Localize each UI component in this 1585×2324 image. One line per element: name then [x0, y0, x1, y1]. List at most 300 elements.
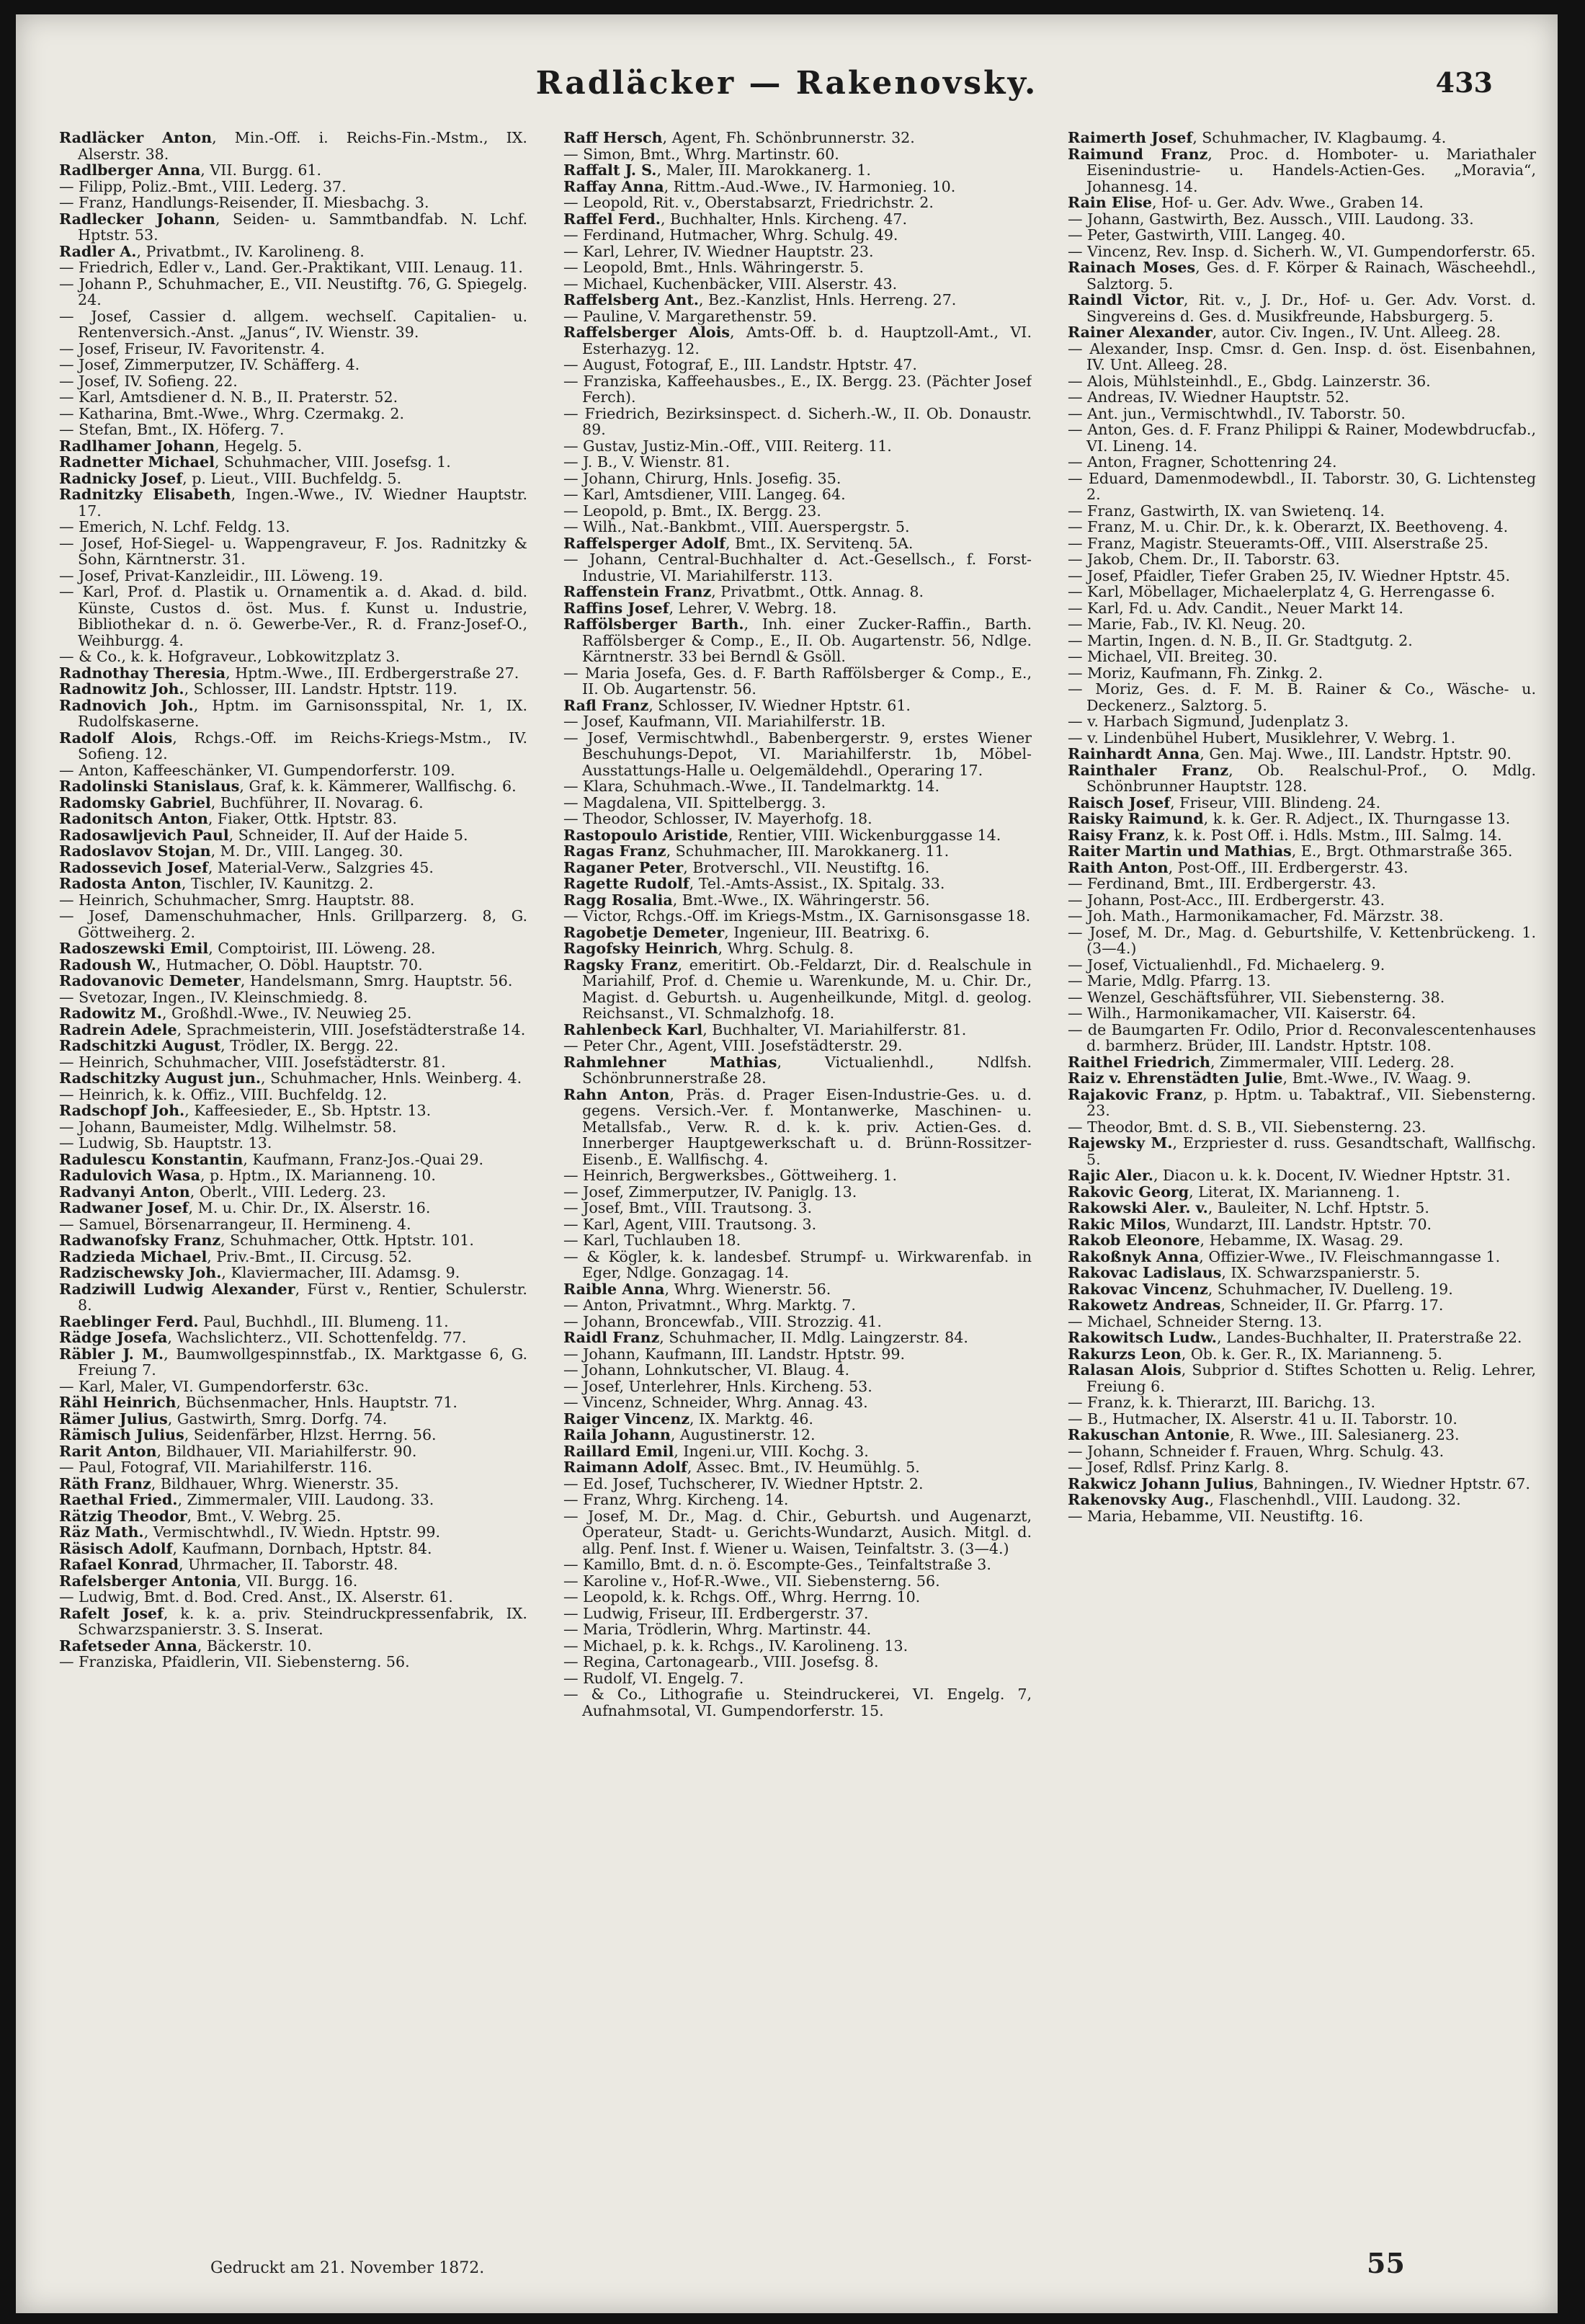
directory-entry [59, 1038, 527, 1054]
entry-text: , Fiaker, Ottk. Hptstr. 83. [207, 810, 398, 827]
entry-name: Räbler J. M. [59, 1345, 164, 1363]
directory-entry [1068, 957, 1536, 974]
directory-entry [563, 1654, 1032, 1670]
entry-text: — Vincenz, Schneider, Whrg. Annag. 43. [563, 1394, 868, 1411]
directory-entry [563, 324, 1032, 357]
entry-name: Räsisch Adolf [59, 1539, 173, 1557]
directory-entry [59, 1443, 527, 1460]
entry-name: Raillard Emil [563, 1442, 674, 1460]
entry-text: , Hptm. im Garnisonsspital, Nr. 1, IX. Rudolfskaserne. [78, 696, 527, 730]
entry-text: , Schneider, II. Auf der Haide 5. [228, 826, 468, 844]
entry-text: — Franz, Whrg. Kircheng. 14. [563, 1491, 789, 1508]
entry-name: Radovanovic Demeter [59, 972, 241, 989]
directory-entry [1068, 1411, 1536, 1428]
entry-name: Radziwill Ludwig Alexander [59, 1280, 295, 1298]
entry-name: Raethal Fried. [59, 1491, 178, 1508]
entry-text: Paul, Buchhdl., III. Blumeng. 11. [198, 1312, 449, 1330]
directory-entry [1068, 843, 1536, 860]
entry-text: — Marie, Fab., IV. Kl. Neug. 20. [1068, 615, 1306, 633]
directory-entry [563, 616, 1032, 665]
entry-text: — Karl, Fd. u. Adv. Candit., Neuer Markt 14. [1068, 599, 1403, 617]
directory-entry [59, 454, 527, 471]
directory-entry [563, 892, 1032, 909]
directory-entry [1068, 1443, 1536, 1460]
entry-name: Rakob Eleonore [1068, 1232, 1200, 1249]
directory-entry [1068, 422, 1536, 454]
directory-entry [563, 438, 1032, 455]
entry-name: Rafl Franz [563, 696, 649, 714]
directory-entry [1068, 1087, 1536, 1119]
directory-entry [1068, 568, 1536, 584]
entry-text: , Zimmermaler, VIII. Lederg. 28. [1210, 1053, 1455, 1071]
entry-text: , p. Hptm. u. Tabaktraf., VII. Siebensterng. 23. [1086, 1085, 1536, 1119]
entry-name: Räz Math. [59, 1523, 144, 1541]
entry-text: , Hutmacher, O. Döbl. Hauptstr. 70. [156, 956, 423, 974]
directory-entry [1068, 1022, 1536, 1054]
entry-text: , M. u. Chir. Dr., IX. Alserstr. 16. [188, 1199, 431, 1216]
directory-entry [563, 373, 1032, 406]
directory-entry [563, 130, 1032, 146]
entry-text: — Johann, Schneider f. Frauen, Whrg. Schulg. 43. [1068, 1442, 1445, 1460]
entry-name: Raidl Franz [563, 1329, 660, 1346]
entry-name: Rafelt Josef [59, 1604, 164, 1622]
directory-entry [1068, 1281, 1536, 1298]
entry-name: Radolinski Stanislaus [59, 778, 240, 795]
entry-name: Raimann Adolf [563, 1459, 687, 1476]
entry-name: Radnetter Michael [59, 453, 215, 471]
directory-entry [1068, 827, 1536, 844]
entry-text: , Kaufmann, Dornbach, Hptstr. 84. [172, 1539, 432, 1557]
entry-text: — Paul, Fotograf, VII. Mariahilferstr. 116. [59, 1459, 372, 1476]
entry-name: Rainach Moses [1068, 259, 1196, 276]
directory-entry [563, 276, 1032, 293]
directory-entry [1068, 1508, 1536, 1525]
entry-text: — Josef, Privat-Kanzleidir., III. Löweng. 19. [59, 566, 383, 584]
entry-text: , Bez.-Kanzlist, Hnls. Herreng. 27. [698, 291, 957, 308]
entry-text: , Tel.-Amts-Assist., IX. Spitalg. 33. [689, 875, 945, 892]
directory-entry [1068, 925, 1536, 957]
entry-text: — Friedrich, Edler v., Land. Ger.-Praktikant, VIII. Lenaug. 11. [59, 259, 523, 276]
directory-entry [59, 1152, 527, 1168]
directory-entry [1068, 1330, 1536, 1346]
entry-text: , Priv.-Bmt., II. Circusg. 52. [207, 1247, 412, 1265]
entry-name: Rafetseder Anna [59, 1637, 197, 1655]
entry-name: Ragsky Franz [563, 956, 678, 974]
entry-name: Rafelsberger Antonia [59, 1572, 237, 1590]
entry-name: Raffalt J. S. [563, 161, 657, 179]
entry-name: Rämer Julius [59, 1410, 168, 1428]
entry-text: — Magdalena, VII. Spittelbergg. 3. [563, 793, 826, 811]
entry-text: , Bmt.-Wwe., IX. Währingerstr. 56. [672, 891, 930, 909]
entry-text: — Franziska, Kaffeehausbes., E., IX. Bergg. 23. (Pächter Josef Ferch). [563, 372, 1032, 406]
entry-text: , IX. Schwarzspanierstr. 5. [1221, 1264, 1420, 1281]
entry-name: Rajic Aler. [1068, 1167, 1153, 1184]
directory-entry [563, 1232, 1032, 1249]
directory-entry [563, 195, 1032, 211]
entry-name: Radulovich Wasa [59, 1167, 200, 1184]
entry-text: , Ingen.-Wwe., IV. Wiedner Hauptstr. 17. [78, 486, 527, 520]
entry-text: — August, Fotograf, E., III. Landstr. Hptstr. 47. [563, 356, 917, 373]
directory-entry [59, 259, 527, 276]
directory-entry [1068, 1200, 1536, 1216]
entry-text: , Buchhalter, Hnls. Kircheng. 47. [660, 210, 908, 228]
entry-name: Rakowetz Andreas [1068, 1296, 1221, 1314]
entry-text: , Handelsmann, Smrg. Hauptstr. 56. [240, 972, 513, 989]
entry-text: , Rittm.-Aud.-Wwe., IV. Harmonieg. 10. [664, 177, 956, 195]
directory-entry [563, 940, 1032, 957]
entry-text: , Landes-Buchhalter, II. Praterstraße 22. [1216, 1329, 1522, 1346]
entry-text: , Baumwollgespinnstfab., IX. Marktgasse 6, G. Freiung 7. [78, 1345, 527, 1379]
directory-entry [59, 130, 527, 162]
entry-name: Radoush W. [59, 956, 156, 974]
entry-text: — J. B., V. Wienstr. 81. [563, 453, 731, 471]
entry-name: Rakic Milos [1068, 1215, 1166, 1233]
entry-name: Rakuschan Antonie [1068, 1426, 1230, 1443]
entry-name: Radzischewsky Joh. [59, 1264, 222, 1281]
directory-entry [563, 1346, 1032, 1363]
entry-text: — Pauline, V. Margarethenstr. 59. [563, 307, 817, 325]
entry-name: Rastopoulo Aristide [563, 826, 728, 844]
entry-text: , p. Hptm., IX. Marianneng. 10. [200, 1167, 436, 1184]
entry-text: , Hebamme, IX. Wasag. 29. [1200, 1232, 1403, 1249]
directory-entry [59, 1249, 527, 1265]
entry-name: Ragas Franz [563, 842, 666, 860]
directory-entry [563, 535, 1032, 552]
entry-text: — Franziska, Pfaidlerin, VII. Siebensterng. 56. [59, 1653, 410, 1670]
entry-name: Raganer Peter [563, 858, 684, 876]
directory-entry [1068, 1362, 1536, 1394]
directory-entry [1068, 471, 1536, 503]
entry-name: Rakenovsky Aug. [1068, 1491, 1210, 1508]
entry-text: — Katharina, Bmt.-Wwe., Whrg. Czermakg. 2. [59, 404, 405, 422]
directory-entry [59, 1589, 527, 1606]
directory-entry [59, 681, 527, 698]
directory-entry [59, 1476, 527, 1492]
directory-entry [563, 179, 1032, 195]
entry-text: , Friseur, VIII. Blindeng. 24. [1170, 793, 1381, 811]
entry-name: Radnowitz Joh. [59, 680, 184, 698]
entry-text: , Schlosser, IV. Wiedner Hptstr. 61. [648, 696, 911, 714]
directory-entry [59, 1119, 527, 1136]
directory-entry [563, 1670, 1032, 1687]
directory-entry [59, 568, 527, 584]
directory-entry [1068, 341, 1536, 373]
directory-entry [1068, 746, 1536, 762]
entry-name: Raila Johann [563, 1426, 671, 1443]
entry-text: , Gen. Maj. Wwe., III. Landstr. Hptstr. 90. [1200, 745, 1512, 762]
entry-name: Radosta Anton [59, 875, 182, 892]
column-1 [59, 130, 527, 2220]
entry-text: — Josef, Friseur, IV. Favoritenstr. 4. [59, 339, 325, 357]
directory-entry [59, 1541, 527, 1557]
directory-entry [59, 179, 527, 195]
entry-name: Radwanofsky Franz [59, 1232, 221, 1249]
entry-name: Radolf Alois [59, 729, 173, 747]
column-3 [1068, 130, 1536, 2220]
entry-text: — Kamillo, Bmt. d. n. ö. Escompte-Ges., Teinfaltstraße 3. [563, 1556, 991, 1573]
entry-name: Rainthaler Franz [1068, 761, 1229, 779]
entry-name: Raiger Vincenz [563, 1410, 689, 1428]
entry-name: Raiz v. Ehrenstädten Julie [1068, 1069, 1283, 1087]
directory-entry [1068, 1346, 1536, 1363]
entry-name: Raisky Raimund [1068, 810, 1204, 827]
directory-entry [563, 908, 1032, 925]
entry-text: , Erzpriester d. russ. Gesandtschaft, Wallfischg. 5. [1086, 1134, 1536, 1168]
entry-text: — Jakob, Chem. Dr., II. Taborstr. 63. [1068, 551, 1340, 568]
directory-entry [59, 1330, 527, 1346]
entry-text: — Karl, Amtsdiener, VIII. Langeg. 64. [563, 486, 846, 503]
directory-entry [563, 1216, 1032, 1233]
directory-entry [563, 1411, 1032, 1428]
entry-text: — Karl, Maler, VI. Gumpendorferstr. 63c. [59, 1377, 369, 1395]
directory-entry [1068, 762, 1536, 795]
entry-name: Rädge Josefa [59, 1329, 168, 1346]
entry-text: — Franz, M. u. Chir. Dr., k. k. Oberarzt, IX. Beethoveng. 4. [1068, 518, 1509, 535]
directory-entry [1068, 1459, 1536, 1476]
entry-text: , Diacon u. k. k. Docent, IV. Wiedner Hptstr. 31. [1153, 1167, 1511, 1184]
directory-entry [1068, 584, 1536, 600]
directory-entry [563, 486, 1032, 503]
directory-entry [59, 1216, 527, 1233]
entry-text: — Michael, VII. Breiteg. 30. [1068, 648, 1278, 665]
entry-text: — Heinrich, Bergwerksbes., Göttweiherg. 1. [563, 1167, 898, 1184]
directory-entry [1068, 259, 1536, 292]
directory-entry [563, 1459, 1032, 1476]
directory-entry [59, 211, 527, 244]
entry-text: , Bmt.-Wwe., IV. Waag. 9. [1282, 1069, 1471, 1087]
directory-entry [1068, 1005, 1536, 1022]
directory-entry [59, 665, 527, 682]
entry-text: — Ferdinand, Hutmacher, Whrg. Schulg. 49. [563, 226, 898, 244]
directory-entry [563, 778, 1032, 795]
entry-text: — Josef, IV. Sofieng. 22. [59, 372, 238, 390]
entry-text: , Comptoirist, III. Löweng. 28. [208, 940, 436, 957]
entry-text: — Leopold, k. k. Rchgs. Off., Whrg. Herrng. 10. [563, 1588, 921, 1606]
entry-text: — Josef, Hof-Siegel- u. Wappengraveur, F. Jos. Radnitzky & Sohn, Kärntnerstr. 31. [59, 534, 527, 568]
entry-text: — & Co., k. k. Hofgraveur., Lobkowitzplatz 3. [59, 648, 401, 665]
directory-entry [59, 357, 527, 373]
directory-entry [563, 146, 1032, 163]
directory-entry [1068, 1070, 1536, 1087]
entry-text: , Bäckerstr. 10. [197, 1637, 312, 1655]
directory-entry [1068, 146, 1536, 195]
entry-text: — Josef, M. Dr., Mag. d. Chir., Geburtsh. und Augenarzt, Operateur, Stadt- u. Gerichts-Wundarzt, Ausich. Mitgl. d. allg. Penf. Inst. f. Wiener u. Waisen, Teinfaltstr. 3. (3—4.) [563, 1507, 1032, 1557]
entry-text: , Schuhmacher, II. Mdlg. Laingzerstr. 84. [659, 1329, 968, 1346]
entry-text: , Buchhalter, VI. Mariahilferstr. 81. [702, 1020, 967, 1038]
entry-name: Raffelsberger Alois [563, 324, 730, 341]
entry-text: , E., Brgt. Othmarstraße 365. [1291, 842, 1513, 860]
entry-text: , M. Dr., VIII. Langeg. 30. [210, 842, 403, 860]
directory-entry [59, 876, 527, 892]
entry-text: — de Baumgarten Fr. Odilo, Prior d. Reconvalescentenhauses d. barmherz. Brüder, III. Landstr. Hptstr. 108. [1068, 1020, 1536, 1054]
entry-name: Raffelsberg Ant. [563, 291, 699, 308]
directory-entry [1068, 665, 1536, 682]
printed-date: Gedruckt am 21. November 1872. [210, 2259, 485, 2277]
entry-text: , Schuhmacher, IV. Duelleng. 19. [1207, 1280, 1453, 1298]
entry-text: — Victor, Rchgs.-Off. im Kriegs-Mstm., IX. Garnisonsgasse 18. [563, 907, 1031, 925]
entry-text: — Johann, Lohnkutscher, VI. Blaug. 4. [563, 1361, 850, 1379]
entry-text: , Lehrer, V. Webrg. 18. [669, 599, 837, 617]
directory-entry [1068, 1427, 1536, 1443]
entry-text: , Literat, IX. Marianneng. 1. [1189, 1183, 1401, 1201]
entry-text: — v. Harbach Sigmund, Judenplatz 3. [1068, 713, 1349, 730]
directory-entry [1068, 713, 1536, 730]
directory-entry [1068, 503, 1536, 520]
entry-text: , Inh. einer Zucker-Raffin., Barth. Raffölsberger & Comp., E., II. Ob. Augartenstr. 56, Ndlge. Kärntnerstr. 33 bei Berndl & Gsöll. [582, 615, 1032, 665]
directory-entry [1068, 1492, 1536, 1508]
entry-text: — Franz, Handlungs-Reisender, II. Miesbachg. 3. [59, 194, 429, 211]
directory-entry [563, 1427, 1032, 1443]
directory-entry [563, 1557, 1032, 1573]
directory-entry [59, 1638, 527, 1655]
entry-text: , Sprachmeisterin, VIII. Josefstädterstraße 14. [177, 1020, 526, 1038]
entry-name: Radvanyi Anton [59, 1183, 190, 1201]
entry-text: , VII. Burgg. 61. [200, 161, 322, 179]
entry-text: — Leopold, Rit. v., Oberstabsarzt, Friedrichstr. 2. [563, 194, 934, 211]
directory-entry [59, 908, 527, 940]
directory-entry [563, 1314, 1032, 1330]
directory-entry [59, 584, 527, 649]
directory-entry [59, 389, 527, 406]
entry-text: — Johann P., Schuhmacher, E., VII. Neustiftg. 76, G. Spiegelg. 24. [59, 275, 527, 308]
directory-entry [563, 1638, 1032, 1655]
entry-name: Raffelsperger Adolf [563, 534, 726, 552]
entry-text: — Johann, Broncewfab., VIII. Strozzig. 41. [563, 1312, 882, 1330]
entry-text: — Wilh., Nat.-Bankbmt., VIII. Auerspergstr. 5. [563, 518, 910, 535]
entry-text: , Präs. d. Prager Eisen-Industrie-Ges. u. d. gegens. Versich.-Ver. f. Montanwerke, Maschinen- u. Metallsfab., Verw. R. d. k. k. priv. Actien-Ges. d. Innerberger Hauptgewerkschaft u. d. Brünn-Rossitzer-Eisenb., E. Wallfischg. 4. [582, 1085, 1032, 1168]
directory-entry [1068, 406, 1536, 422]
entry-text: , Agent, Fh. Schönbrunnerstr. 32. [662, 130, 915, 146]
entry-text: — Peter, Gastwirth, VIII. Langeg. 40. [1068, 226, 1346, 244]
entry-text: — Anton, Kaffeeschänker, VI. Gumpendorferstr. 109. [59, 761, 455, 779]
directory-entry [563, 227, 1032, 244]
entry-name: Rakowitsch Ludw. [1068, 1329, 1217, 1346]
directory-entry [59, 1573, 527, 1590]
entry-text: , Bmt., IX. Servitenq. 5A. [725, 534, 914, 552]
directory-entry [563, 1394, 1032, 1411]
entry-name: Rahmlehner Mathias [563, 1053, 777, 1071]
entry-text: — v. Lindenbühel Hubert, Musiklehrer, V. Webrg. 1. [1068, 729, 1456, 747]
directory-entry [563, 1362, 1032, 1379]
entry-text: — Karl, Möbellager, Michaelerplatz 4, G. Herrengasse 6. [1068, 583, 1496, 600]
entry-name: Radonitsch Anton [59, 810, 208, 827]
entry-text: , Bildhauer, Whrg. Wienerstr. 35. [151, 1474, 399, 1492]
entries-columns [59, 130, 1536, 2220]
entry-text: , Graf, k. k. Kämmerer, Wallfischg. 6. [239, 778, 517, 795]
directory-entry [1068, 1314, 1536, 1330]
entry-text: — Emerich, N. Lchf. Feldg. 13. [59, 518, 290, 535]
entry-name: Raiter Martin und Mathias [1068, 842, 1292, 860]
directory-entry [59, 1427, 527, 1443]
entry-name: Radoslavov Stojan [59, 842, 211, 860]
directory-entry [563, 827, 1032, 844]
directory-entry [1068, 389, 1536, 406]
entry-text: — Anton, Fragner, Schottenring 24. [1068, 453, 1337, 471]
directory-entry [1068, 795, 1536, 811]
entry-text: , Wachslichterz., VII. Schottenfeldg. 77. [167, 1329, 467, 1346]
entry-text: — Peter Chr., Agent, VIII. Josefstädterstr. 29. [563, 1037, 903, 1054]
entry-name: Rafael Konrad [59, 1556, 179, 1573]
entry-text: — Josef, Unterlehrer, Hnls. Kircheng. 53. [563, 1377, 872, 1395]
entry-name: Rakoßnyk Anna [1068, 1247, 1200, 1265]
entry-name: Raffenstein Franz [563, 583, 712, 600]
entry-text: — Samuel, Börsenarrangeur, II. Hermineng. 4. [59, 1215, 411, 1233]
entry-text: — Heinrich, Schuhmacher, VIII. Josefstädterstr. 81. [59, 1053, 446, 1071]
entry-text: , Schuhmacher, Ottk. Hptstr. 101. [220, 1232, 474, 1249]
directory-entry [1068, 130, 1536, 146]
directory-entry [1068, 211, 1536, 228]
entry-text: , Subprior d. Stiftes Schotten u. Relig. Lehrer, Freiung 6. [1086, 1361, 1536, 1395]
entry-text: — Andreas, IV. Wiedner Hauptstr. 52. [1068, 388, 1349, 406]
directory-entry [59, 1022, 527, 1038]
entry-name: Rakovac Vincenz [1068, 1280, 1208, 1298]
entry-name: Rähl Heinrich [59, 1394, 177, 1411]
directory-entry [59, 827, 527, 844]
directory-entry [1068, 535, 1536, 552]
directory-entry [59, 1459, 527, 1476]
entry-text: — Rudolf, VI. Engelg. 7. [563, 1669, 744, 1687]
entry-name: Radulescu Konstantin [59, 1150, 244, 1168]
directory-entry [563, 551, 1032, 584]
directory-entry [59, 308, 527, 341]
entry-name: Rämisch Julius [59, 1426, 184, 1443]
directory-entry [1068, 633, 1536, 649]
entry-text: , Brotverschl., VII. Neustiftg. 16. [683, 858, 930, 876]
entry-text: , Ob. Realschul-Prof., O. Mdlg. Schönbrunner Hauptstr. 128. [1086, 761, 1536, 795]
entry-text: , Wundarzt, III. Landstr. Hptstr. 70. [1166, 1215, 1432, 1233]
directory-entry [1068, 811, 1536, 827]
entry-text: , Rit. v., J. Dr., Hof- u. Ger. Adv. Vorst. d. Singvereins d. Ges. d. Musikfreunde, Habsburgerg. 5. [1086, 291, 1536, 325]
entry-text: — Josef, Kaufmann, VII. Mariahilferstr. 1B. [563, 713, 886, 730]
entry-name: Raisch Josef [1068, 793, 1171, 811]
directory-entry [563, 454, 1032, 471]
entry-text: — Josef, Victualienhdl., Fd. Michaelerg. 9. [1068, 956, 1385, 974]
entry-text: , Tischler, IV. Kaunitzg. 2. [181, 875, 374, 892]
directory-entry [1068, 860, 1536, 876]
entry-text: , Offizier-Wwe., IV. Fleischmanngasse 1. [1199, 1247, 1501, 1265]
directory-entry [59, 1103, 527, 1119]
entry-name: Rarit Anton [59, 1442, 157, 1460]
directory-entry [59, 1606, 527, 1638]
entry-text: — Wilh., Harmonikamacher, VII. Kaiserstr. 64. [1068, 1005, 1416, 1022]
directory-entry [59, 519, 527, 535]
entry-name: Radzieda Michael [59, 1247, 207, 1265]
directory-entry [59, 1135, 527, 1152]
entry-text: , Bildhauer, VII. Mariahilferstr. 90. [156, 1442, 417, 1460]
directory-entry [1068, 1249, 1536, 1265]
directory-entry [563, 843, 1032, 860]
entry-text: — Johann, Post-Acc., III. Erdbergerstr. 43. [1068, 891, 1385, 909]
entry-name: Raisy Franz [1068, 826, 1165, 844]
directory-entry [563, 357, 1032, 373]
entry-text: , k. k. a. priv. Steindruckpressenfabrik, IX. Schwarzspanierstr. 3. S. Inserat. [78, 1604, 527, 1638]
directory-entry [59, 1265, 527, 1281]
directory-entry [563, 600, 1032, 617]
entry-name: Radler A. [59, 242, 137, 260]
directory-entry [1068, 600, 1536, 617]
entry-name: Radrein Adele [59, 1020, 177, 1038]
entry-text: , Schuhmacher, Hnls. Weinberg. 4. [261, 1069, 522, 1087]
entry-name: Raffel Ferd. [563, 210, 661, 228]
directory-entry [563, 925, 1032, 941]
directory-entry [563, 1249, 1032, 1281]
entry-name: Rakovac Ladislaus [1068, 1264, 1222, 1281]
entry-name: Radoszewski Emil [59, 940, 209, 957]
directory-entry [59, 730, 527, 762]
entry-text: , Privatbmt., IV. Karolineng. 8. [136, 242, 365, 260]
entry-text: — Johann, Central-Buchhalter d. Act.-Gesellsch., f. Forst-Industrie, VI. Mariahilferstr. 113. [563, 551, 1032, 584]
entry-text: , Vermischtwhdl., IV. Wiedn. Hptstr. 99. [143, 1523, 441, 1541]
